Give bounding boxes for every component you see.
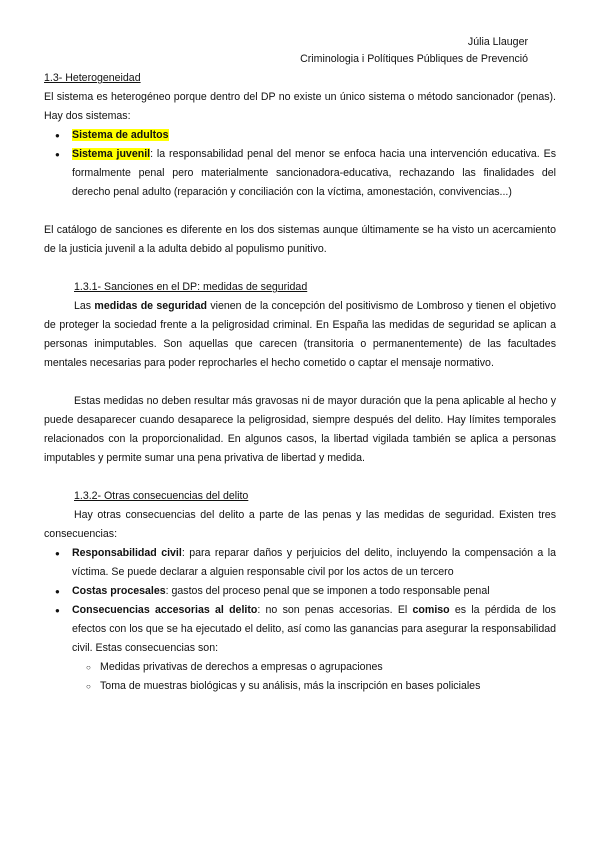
list-item-text: es la pérdida de los efectos con los que se ha ejecutado el delito, así como las ganancias para asegurar la responsabilidad civil. Estas consecuencias son: (72, 604, 556, 654)
page-header (300, 34, 528, 68)
sub-list (44, 658, 556, 696)
bold-term: comiso (412, 604, 450, 616)
text-span: Las (74, 300, 95, 312)
consequences-list (44, 544, 556, 696)
paragraph: Estas medidas no deben resultar más gravosas ni de mayor duración que la pena aplicable al hecho y puede desaparecer cuando desaparece la peligrosidad, siempre después del delito. Hay límites temporales relacionados con la proporcionalidad. En algunos casos, la libertad vigilada también se aplica a personas imputables y permite sumar una pena privativa de libertad y medida. (44, 395, 556, 464)
list-item-text: : gastos del proceso penal que se imponen a todo responsable penal (165, 585, 490, 597)
paragraph: Hay otras consecuencias del delito a parte de las penas y las medidas de seguridad. Existen tres consecuencias: (44, 509, 556, 540)
list-item-text: : la responsabilidad penal del menor se enfoca hacia una intervención educativa. Es formalmente penal pero materialmente sancionadora-educativa, rechazando las finalidades del derecho penal adulto (reparación y conciliación con la víctima, amonestación, convivencias...) (72, 148, 556, 198)
systems-list (44, 126, 556, 202)
list-item (44, 544, 556, 582)
author-name: Júlia Llauger (467, 36, 528, 48)
paragraph: El catálogo de sanciones es diferente en los dos sistemas aunque últimamente se ha visto un acercamiento de la justicia juvenil a la adulta debido al populismo punitivo. (44, 224, 556, 255)
list-item-text: : no son penas accesorias. El (257, 604, 413, 616)
highlighted-term: Sistema de adultos (72, 129, 169, 141)
bold-term: Consecuencias accesorias al delito (72, 604, 258, 616)
bold-term: medidas de seguridad (94, 300, 208, 312)
section-heading: 1.3- Heterogeneidad (44, 72, 141, 84)
section-intro: El sistema es heterogéneo porque dentro del DP no existe un único sistema o método sancionador (penas). Hay dos sistemas: (44, 91, 556, 122)
text-span: vienen de la concepción del positivismo de Lombroso y tienen el objetivo de proteger la sociedad frente a la peligrosidad criminal. En España las medidas de seguridad se aplican a personas inimputables. Son aquellas que carecen (transitoria o permanentemente) de las facultades mentales necesarias para poder reprocharles el hecho cometido o captar el mensaje normativo. (44, 300, 556, 369)
sub-list-item: ○ Medidas privativas de derechos a empresas o agrupaciones (44, 658, 556, 677)
list-item-text: : para reparar daños y perjuicios del delito, incluyendo la compensación a la víctima. Se puede declarar a alguien responsable civil por los actos de un tercero (72, 547, 557, 578)
bold-term: Costas procesales (72, 585, 166, 597)
document-body (44, 69, 556, 696)
list-item (44, 582, 556, 601)
highlighted-term: Sistema juvenil (72, 148, 151, 160)
list-item (44, 145, 556, 202)
paragraph (44, 297, 556, 373)
course-name: Criminologia i Polítiques Públiques de Prevenció (300, 53, 528, 65)
list-item (44, 126, 556, 145)
bold-term: Responsabilidad civil (72, 547, 182, 559)
sub-list-item: ○ Toma de muestras biológicas y su análisis, más la inscripción en bases policiales (44, 677, 556, 696)
list-item (44, 601, 556, 696)
subsection-heading: 1.3.1- Sanciones en el DP: medidas de seguridad (74, 281, 308, 293)
subsection-heading: 1.3.2- Otras consecuencias del delito (74, 490, 249, 502)
